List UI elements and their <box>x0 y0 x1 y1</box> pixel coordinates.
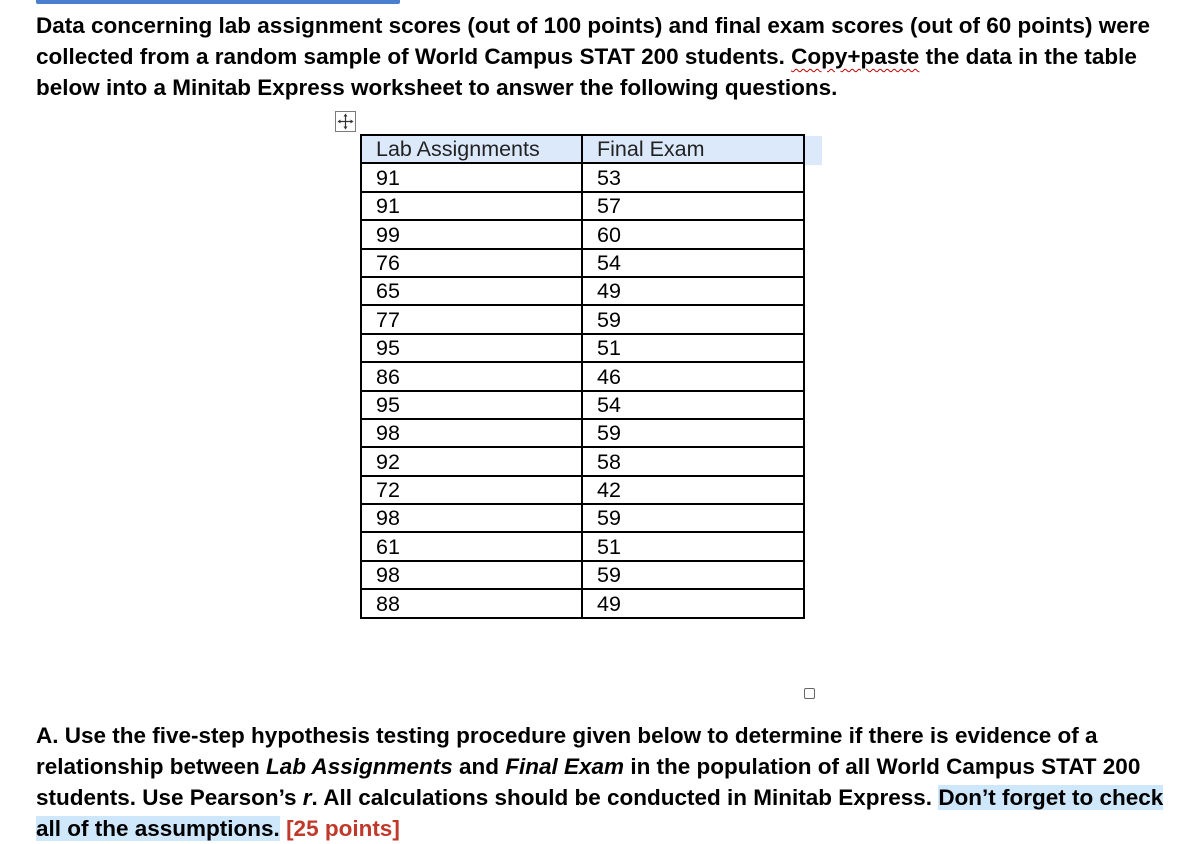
question-text-2: in the population of all World Campus STAT 200 students. Use Pearson’s <box>36 754 1141 810</box>
table-row <box>361 504 804 532</box>
table-row <box>361 249 804 277</box>
question-text-1: A. Use the five-step hypothesis testing procedure given below to determine if there is evidence of a relationship between <box>36 723 1098 779</box>
table-row <box>361 334 804 362</box>
lab-assignment-cell[interactable]: 95 <box>361 334 582 362</box>
table-row <box>361 220 804 248</box>
column-header-final-exam[interactable]: Final Exam <box>582 135 804 163</box>
final-exam-cell[interactable]: 59 <box>582 305 804 333</box>
variable-lab-assignments: Lab Assignments <box>266 754 453 779</box>
assumptions-reminder: Don’t forget to check all of the assumptions. <box>36 785 1164 841</box>
lab-assignment-cell[interactable]: 76 <box>361 249 582 277</box>
lab-assignment-cell[interactable]: 72 <box>361 476 582 504</box>
table-row <box>361 419 804 447</box>
lab-assignment-cell[interactable]: 98 <box>361 561 582 589</box>
column-header-lab-assignments[interactable]: Lab Assignments <box>361 135 582 163</box>
final-exam-cell[interactable]: 58 <box>582 447 804 475</box>
lab-assignment-cell[interactable]: 88 <box>361 589 582 617</box>
table-body <box>361 163 804 617</box>
final-exam-cell[interactable]: 46 <box>582 362 804 390</box>
variable-final-exam: Final Exam <box>505 754 625 779</box>
table-row <box>361 476 804 504</box>
lab-assignment-cell[interactable]: 98 <box>361 504 582 532</box>
spellcheck-flagged-word[interactable]: Copy+paste <box>791 44 920 69</box>
pearson-r: r <box>302 785 312 810</box>
lab-assignment-cell[interactable]: 61 <box>361 532 582 560</box>
lab-assignment-cell[interactable]: 91 <box>361 192 582 220</box>
final-exam-cell[interactable]: 51 <box>582 334 804 362</box>
table-row <box>361 305 804 333</box>
data-table-container <box>360 134 805 619</box>
question-and: and <box>452 754 506 779</box>
table-row <box>361 192 804 220</box>
header-selection-highlight <box>804 136 822 165</box>
final-exam-cell[interactable]: 49 <box>582 589 804 617</box>
final-exam-cell[interactable]: 60 <box>582 220 804 248</box>
table-row <box>361 362 804 390</box>
heading-underline <box>36 0 400 4</box>
lab-assignment-cell[interactable]: 99 <box>361 220 582 248</box>
question-a <box>36 720 1166 844</box>
table-row <box>361 589 804 617</box>
question-text-3: . All calculations should be conducted in Minitab Express. <box>311 785 939 810</box>
final-exam-cell[interactable]: 54 <box>582 391 804 419</box>
table-move-icon[interactable] <box>335 111 356 132</box>
data-table[interactable] <box>360 134 805 619</box>
table-header-row <box>361 135 804 163</box>
intro-text-end: the data in the table below into a Minitab Express worksheet to answer the following questions. <box>36 44 1137 100</box>
lab-assignment-cell[interactable]: 65 <box>361 277 582 305</box>
final-exam-cell[interactable]: 59 <box>582 504 804 532</box>
lab-assignment-cell[interactable]: 98 <box>361 419 582 447</box>
final-exam-cell[interactable]: 59 <box>582 419 804 447</box>
final-exam-cell[interactable]: 53 <box>582 163 804 191</box>
table-row <box>361 277 804 305</box>
lab-assignment-cell[interactable]: 91 <box>361 163 582 191</box>
table-row <box>361 391 804 419</box>
table-resize-icon[interactable] <box>804 688 815 699</box>
final-exam-cell[interactable]: 54 <box>582 249 804 277</box>
lab-assignment-cell[interactable]: 92 <box>361 447 582 475</box>
intro-paragraph <box>36 10 1156 103</box>
table-row <box>361 447 804 475</box>
table-row <box>361 561 804 589</box>
final-exam-cell[interactable]: 49 <box>582 277 804 305</box>
lab-assignment-cell[interactable]: 86 <box>361 362 582 390</box>
final-exam-cell[interactable]: 51 <box>582 532 804 560</box>
final-exam-cell[interactable]: 57 <box>582 192 804 220</box>
lab-assignment-cell[interactable]: 77 <box>361 305 582 333</box>
final-exam-cell[interactable]: 42 <box>582 476 804 504</box>
final-exam-cell[interactable]: 59 <box>582 561 804 589</box>
table-row <box>361 163 804 191</box>
lab-assignment-cell[interactable]: 95 <box>361 391 582 419</box>
table-row <box>361 532 804 560</box>
intro-text-start: Data concerning lab assignment scores (out of 100 points) and final exam scores (out of 60 points) were collected from a random sample of World Campus STAT 200 students. <box>36 13 1150 69</box>
points-label: [25 points] <box>286 816 400 841</box>
